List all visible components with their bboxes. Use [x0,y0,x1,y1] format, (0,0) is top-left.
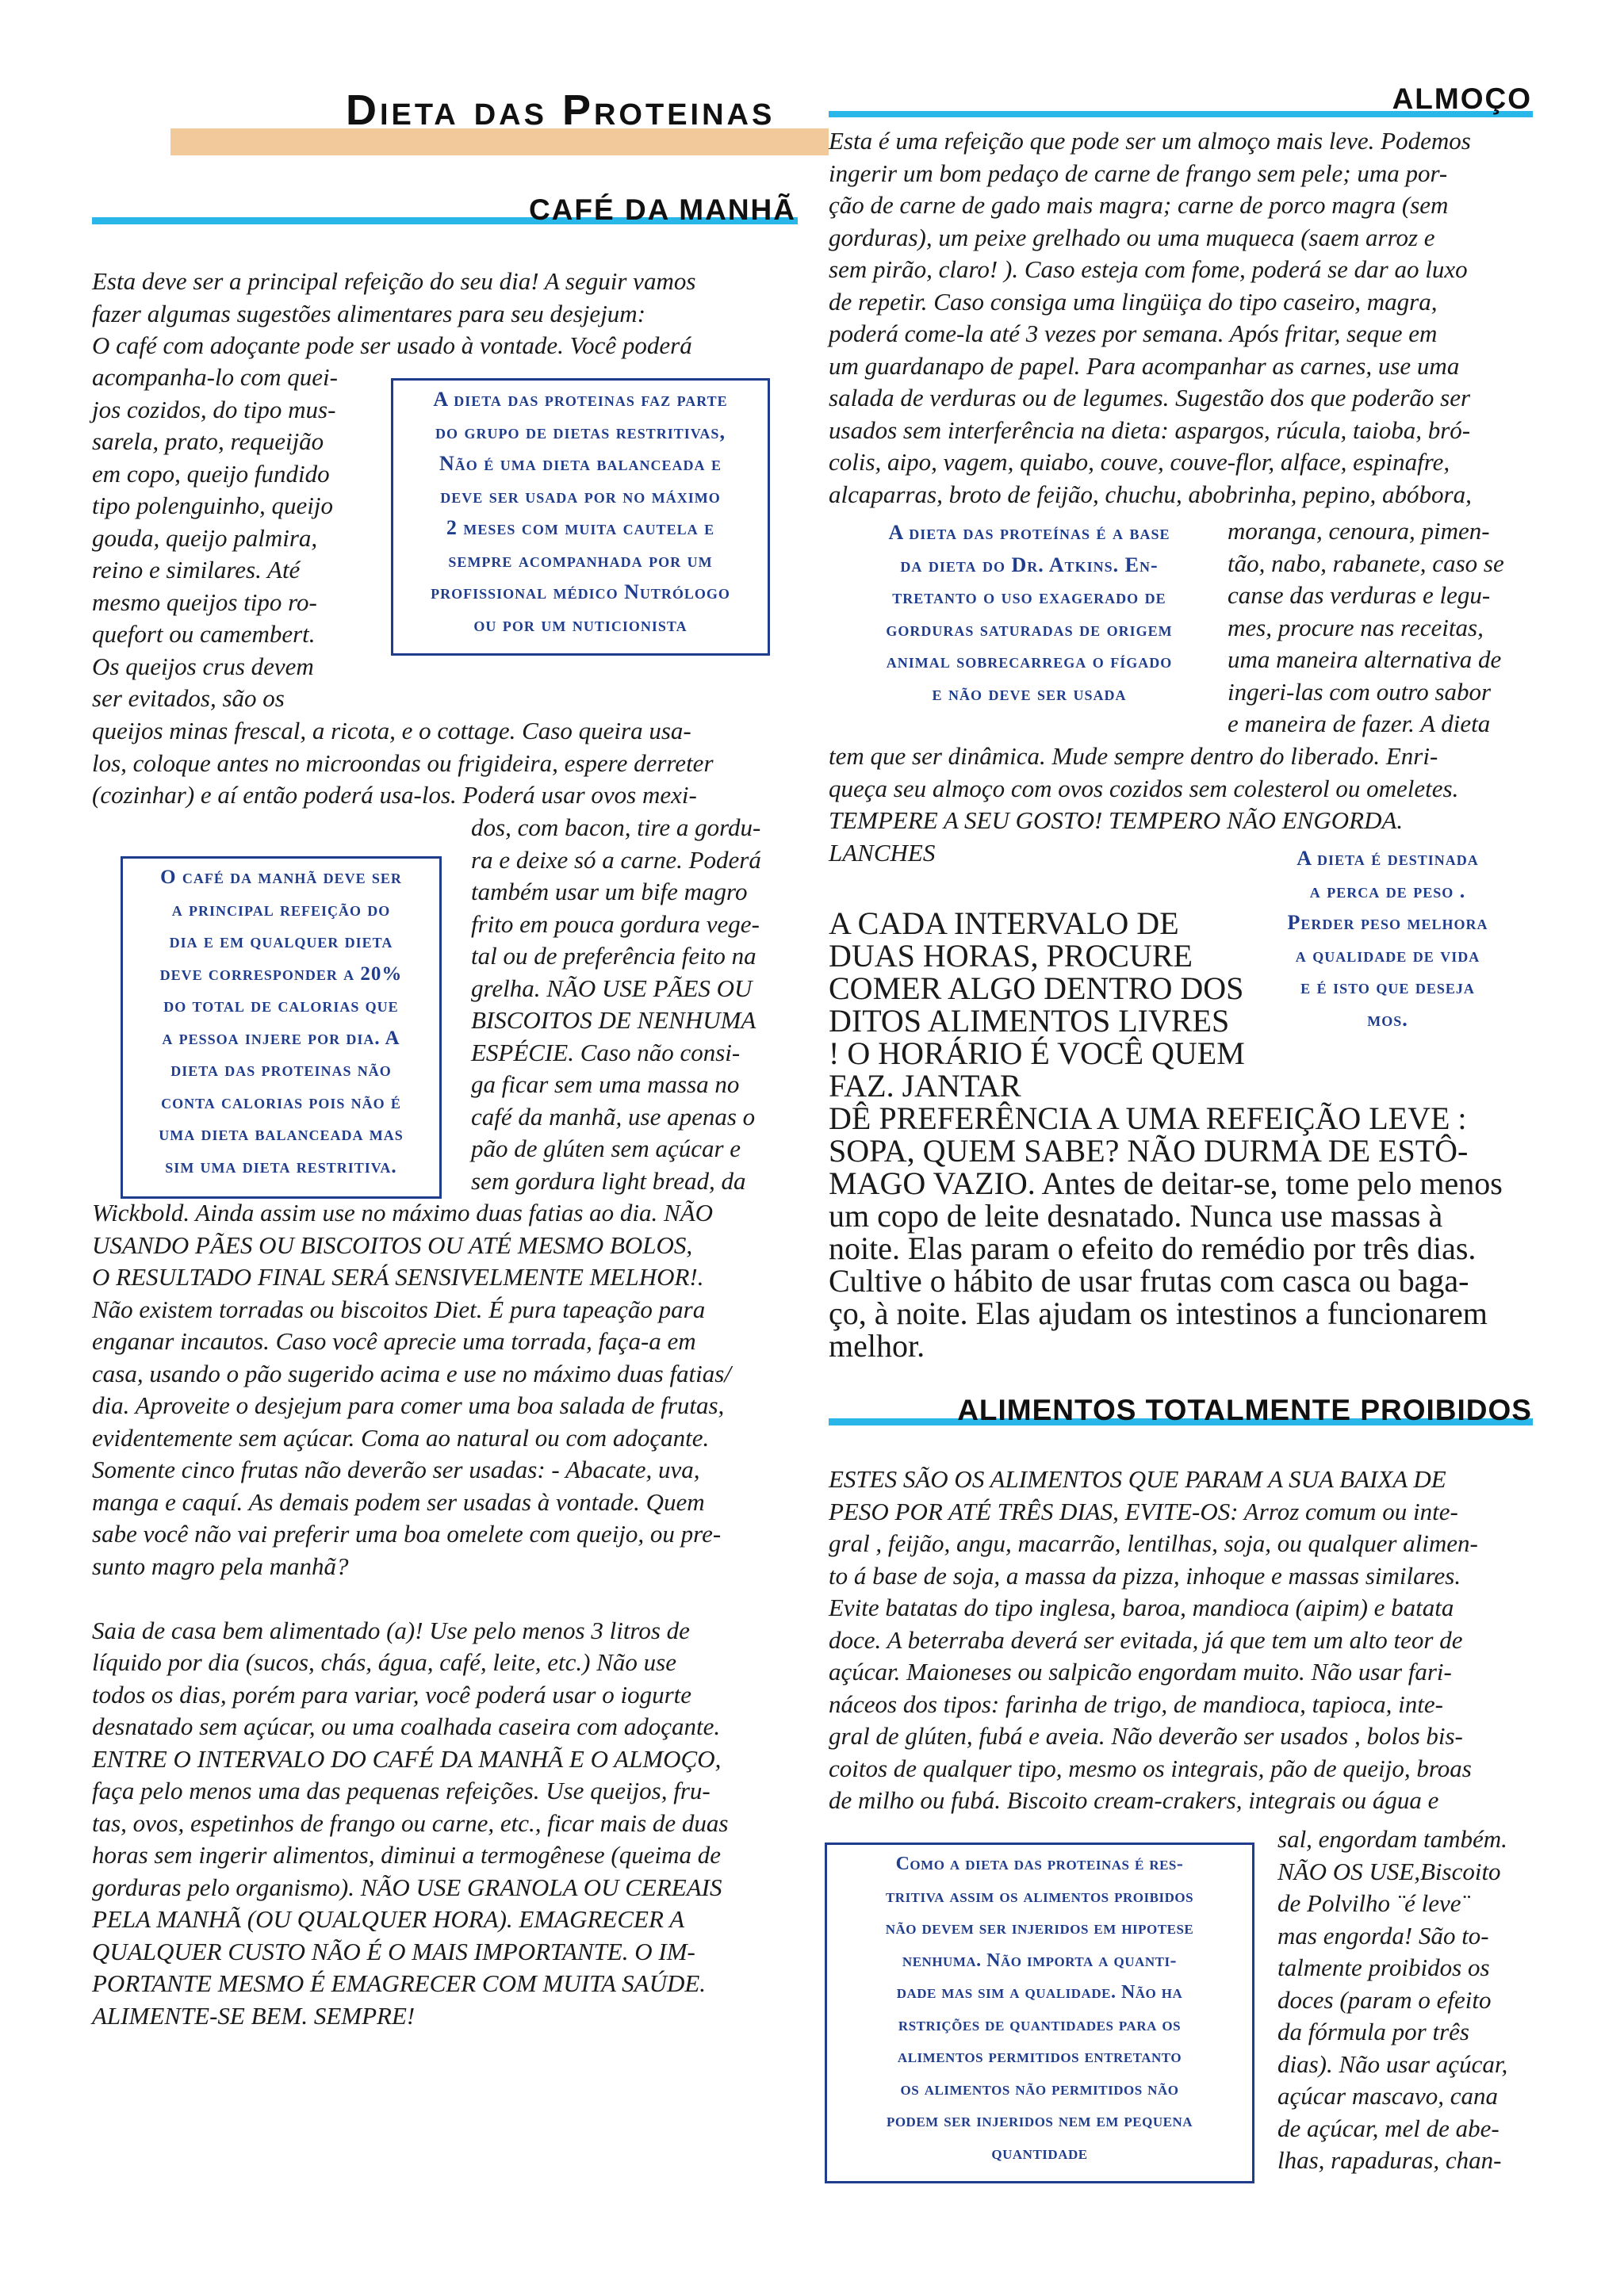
text-line: FAZ. JANTAR [829,1068,1021,1104]
info-box-cafe-calorias [121,856,442,1199]
text-line: reino e similares. Até [92,556,301,584]
cafe-full-end [92,1197,731,2032]
text-line: frito em pouca gordura vege- [471,909,760,938]
box-line: e é isto que deseja [1300,975,1475,998]
box-line: não devem ser injeridos em hipotese [885,1918,1194,1938]
box-line: a pessoa injere por dia. A [162,1027,400,1049]
text-line: sarela, prato, requeijão [92,427,324,455]
almoco-text [829,125,1472,511]
text-line: COMER ALGO DENTRO DOS [829,970,1244,1006]
text-line: evidentemente sem açúcar. Coma ao natural ou com adoçante. [92,1423,710,1452]
text-line: horas sem ingerir alimentos, diminui a termogênese (queima de [92,1841,721,1869]
box-line: 2 meses com muita cautela e [446,516,715,539]
box-line: O café da manhã deve ser [160,867,402,888]
info-atkins [831,517,1228,710]
text-line: faça pelo menos uma das pequenas refeições. Use queijos, fru- [92,1777,710,1804]
text-line: tão, nabo, rabanete, caso se [1228,549,1504,577]
text-line: manga e caquí. As demais podem ser usadas à vontade. Quem [92,1487,705,1516]
text-line: náceos dos tipos: farinha de trigo, de mandioca, tapioca, inte- [829,1689,1443,1718]
text-line: café da manhã, use apenas o [471,1102,756,1131]
text-line: PESO POR ATÉ TRÊS DIAS, EVITE-OS: Arroz comum ou inte- [829,1497,1458,1525]
text-line: dias). Não usar açúcar, [1277,2049,1508,2078]
text-line: DITOS ALIMENTOS LIVRES [829,1003,1230,1039]
text-line: gorduras), um peixe grelhado ou uma muqueca (saem arroz e [829,223,1435,251]
box-line: sim uma dieta restritiva. [165,1155,397,1177]
text-line: ESPÉCIE. Caso não consi- [471,1038,741,1066]
box-line: nenhuma. Não importa a quanti- [902,1950,1178,1971]
text-line: açúcar. Maioneses ou salpicão engordam muito. Não usar fari- [829,1658,1452,1686]
box-line: ou por um nuticionista [473,612,688,636]
text-line: usados sem interferência na dieta: aspargos, rúcula, taioba, bró- [829,415,1471,444]
text-line: ingerir um bom pedaço de carne de frango sem pele; uma por- [829,159,1448,187]
box-line: quantidade [991,2142,1088,2164]
text-line: dia. Aproveite o desjejum para comer uma boa salada de frutas, [92,1391,725,1419]
text-line: Wickbold. Ainda assim use no máximo duas fatias ao dia. NÃO [92,1199,714,1226]
text-line: grelha. NÃO USE PÃES OU [471,974,753,1002]
text-line: ser evitados, são os [92,684,285,712]
text-line: queça seu almoço com ovos cozidos sem colesterol ou omeletes. [829,774,1459,802]
box-line: podem ser injeridos nem em pequena [886,2110,1193,2131]
text-line: los, coloque antes no microondas ou frigideira, espere derreter [92,748,714,777]
box-line: A dieta é destinada [1297,847,1479,870]
proibidos-beside-box3 [1277,1823,1507,2177]
text-line: sunto magro pela manhã? [92,1552,349,1580]
text-line: de açúcar, mel de abe- [1277,2114,1500,2142]
text-line: colis, aipo, vagem, quiabo, couve, couve-flor, alface, espinafre, [829,448,1450,476]
box-line: do total de calorias que [163,995,399,1016]
text-line: Saia de casa bem alimentado (a)! Use pelo menos 3 litros de [92,1616,690,1644]
text-line: NÃO OS USE,Biscoito [1277,1857,1501,1885]
box-line: e não deve ser usada [932,681,1127,705]
text-line: Esta deve ser a principal refeição do seu dia! A seguir vamos [92,267,696,295]
box-line: a qualidade de vida [1295,943,1480,966]
section-heading-cafe: CAFÉ DA MANHÃ [528,193,796,226]
box-line: dia e em qualquer dieta [169,931,393,952]
text-line: da fórmula por três [1277,2018,1469,2045]
box-line: a perca de peso . [1309,878,1466,902]
text-line: quefort ou camembert. [92,620,316,648]
text-line: sem pirão, claro! ). Caso esteja com fome, poderá se dar ao luxo [829,255,1468,283]
text-line: tem que ser dinâmica. Mude sempre dentro do liberado. Enri- [829,742,1438,770]
text-line: ra e deixe só a carne. Poderá [471,845,761,874]
box-line: do grupo de dietas restritivas, [435,419,726,443]
text-line: to á base de soja, a massa da pizza, inhoque e massas similares. [829,1561,1461,1590]
box-line: alimentos permitidos entretanto [897,2046,1182,2067]
box-line: animal sobrecarrega o fígado [886,649,1173,672]
text-line [92,1582,731,1615]
text-line: PELA MANHÃ (OU QUALQUER HORA). EMAGRECER A [92,1905,685,1933]
text-line: USANDO PÃES OU BISCOITOS OU ATÉ MESMO BOLOS, [92,1230,693,1259]
text-line: um guardanapo de papel. Para acompanhar as carnes, use uma [829,351,1460,380]
text-line: canse das verduras e legu- [1228,581,1491,609]
text-line: gouda, queijo palmira, [92,523,318,552]
text-line: TEMPERE A SEU GOSTO! TEMPERO NÃO ENGORDA. [829,806,1404,834]
box-line: dade mas sim a qualidade. Não ha [896,1982,1183,2003]
page-title: Dieta das Proteinas [346,86,776,134]
box-line: rstrições de quantidades para os [898,2014,1182,2035]
text-line: gral de glúten, fubá e aveia. Não deverão ser usados , bolos bis- [829,1722,1463,1750]
cafe-beside-box2 [471,812,761,1197]
text-line: ALIMENTE-SE BEM. SEMPRE! [92,2001,416,2030]
almoco-beside-atkins [1228,515,1504,740]
text-line: lhas, rapaduras, chan- [1277,2146,1502,2174]
text-line: salada de verduras ou de legumes. Sugestão dos que poderão ser [829,384,1471,411]
section-heading-almoco: ALMOÇO [1392,82,1532,115]
text-line: talmente proibidos os [1277,1954,1490,1981]
jantar-text [829,1102,1503,1362]
cafe-intro [92,266,695,362]
box-line: A dieta das proteinas faz parte [433,388,728,411]
box-line: gorduras saturadas de origem [886,617,1173,641]
box-line: tretanto o uso exagerado de [892,585,1166,608]
text-line: Cultive o hábito de usar frutas com casca ou baga- [829,1263,1469,1299]
text-line: líquido por dia (sucos, chás, água, café, leite, etc.) Não use [92,1648,676,1676]
text-line: uma maneira alternativa de [1228,645,1502,673]
text-line: DUAS HORAS, PROCURE [829,938,1193,974]
section-heading-proibidos: ALIMENTOS TOTALMENTE PROIBIDOS [957,1394,1532,1426]
text-line: gorduras pelo organismo). NÃO USE GRANOLA OU CEREAIS [92,1873,722,1901]
text-line: Os queijos crus devem [92,652,314,680]
text-line: melhor. [829,1328,925,1364]
text-line: DÊ PREFERÊNCIA A UMA REFEIÇÃO LEVE : [829,1100,1467,1136]
lanches-text [829,907,1245,1102]
text-line: alcaparras, broto de feijão, chuchu, abobrinha, pepino, abóbora, [829,480,1472,508]
text-line: doces (param o efeito [1277,1985,1492,2014]
text-line: açúcar mascavo, cana [1277,2082,1499,2110]
box-line: da dieta do Dr. Atkins. En- [900,553,1159,576]
text-line: um copo de leite desnatado. Nunca use massas à [829,1198,1443,1234]
box-line: Não é uma dieta balanceada e [439,452,722,475]
text-line: ingeri-las com outro sabor [1228,677,1492,706]
text-line: ! O HORÁRIO É VOCÊ QUEM [829,1035,1245,1071]
text-line: de repetir. Caso consiga uma lingüiça do tipo caseiro, magra, [829,287,1438,316]
box-line: uma dieta balanceada mas [159,1123,404,1145]
text-line: tal ou de preferência feito na [471,942,756,970]
box-line: Perder peso melhora [1287,911,1488,934]
text-line: dos, com bacon, tire a gordu- [471,813,761,841]
text-line: sem gordura light bread, da [471,1166,746,1195]
box-line: sempre acompanhada por um [448,548,713,572]
text-line: (cozinhar) e aí então poderá usa-los. Poderá usar ovos mexi- [92,781,697,809]
text-line: MAGO VAZIO. Antes de deitar-se, tome pelo menos [829,1165,1503,1201]
text-line: Não existem torradas ou biscoitos Diet. É pura tapeação para [92,1295,706,1323]
text-line: Somente cinco frutas não deverão ser usadas: - Abacate, uva, [92,1456,700,1483]
box-line: os alimentos não permitidos não [900,2078,1179,2099]
text-line: casa, usando o pão sugerido acima e use no máximo duas fatias/ [92,1359,731,1387]
text-line: desnatado sem açúcar, ou uma coalhada caseira com adoçante. [92,1712,721,1740]
text-line: SOPA, QUEM SABE? NÃO DURMA DE ESTÔ- [829,1133,1469,1169]
text-line: sal, engordam também. [1277,1825,1507,1853]
text-line: Evite batatas do tipo inglesa, baroa, mandioca (aipim) e batata [829,1594,1454,1621]
text-line: coitos de qualquer tipo, mesmo os integrais, pão de queijo, broas [829,1754,1472,1782]
text-line: O café com adoçante pode ser usado à vontade. Você poderá [92,331,692,359]
box-line: A dieta das proteínas é a base [888,521,1170,544]
text-line: de milho ou fubá. Biscoito cream-crakers, integrais ou água e [829,1786,1439,1814]
text-line: queijos minas frescal, a ricota, e o cottage. Caso queira usa- [92,717,691,744]
text-line: tas, ovos, espetinhos de frango ou carne, etc., ficar mais de duas [92,1808,729,1837]
info-box-proibidos [825,1843,1254,2183]
box-line: dieta das proteinas não [170,1059,392,1081]
text-line: noite. Elas param o efeito do remédio por três dias. [829,1230,1477,1266]
text-line: também usar um bife magro [471,878,748,905]
text-line: ENTRE O INTERVALO DO CAFÉ DA MANHÃ E O ALMOÇO, [92,1744,722,1773]
text-line: ESTES SÃO OS ALIMENTOS QUE PARAM A SUA BAIXA DE [829,1465,1446,1493]
box-line: profissional médico Nutrólogo [431,580,730,603]
text-line: Esta é uma refeição que pode ser um almoço mais leve. Podemos [829,127,1471,155]
text-line: mesmo queijos tipo ro- [92,587,317,616]
box-line: Como a dieta das proteinas é res- [895,1854,1184,1874]
text-line: tipo polenguinho, queijo [92,492,333,519]
info-box-dieta-restritiva [391,378,770,656]
box-line: deve corresponder a 20% [159,962,403,985]
text-line: doce. A beterraba deverá ser evitada, já que tem um alto teor de [829,1625,1463,1654]
box-line: a principal refeição do [171,898,391,920]
box-line: deve ser usada por no máximo [440,484,721,507]
text-line: gral , feijão, angu, macarrão, lentilhas, soja, ou qualquer alimen- [829,1529,1478,1557]
text-line: todos os dias, porém para variar, você poderá usar o iogurte [92,1680,692,1709]
text-line: moranga, cenoura, pimen- [1228,517,1490,545]
box-line: conta calorias pois não é [161,1091,401,1113]
text-line: PORTANTE MESMO É EMAGRECER COM MUITA SAÚDE. [92,1969,707,1997]
text-line: A CADA INTERVALO DE [829,905,1179,941]
text-line: pão de glúten sem açúcar e [471,1135,741,1162]
cafe-full-mid [92,715,714,812]
text-line: LANCHES [829,838,936,867]
box-line: mos. [1367,1007,1408,1031]
text-line: fazer algumas sugestões alimentares para seu desjejum: [92,299,646,327]
text-line: sabe você não vai preferir uma boa omelete com queijo, ou pre- [92,1520,722,1548]
text-line: poderá come-la até 3 vezes por semana. Após fritar, seque em [829,320,1438,347]
cafe-beside-box1 [92,362,338,715]
info-perda-peso [1241,843,1534,1035]
text-line: BISCOITOS DE NENHUMA [471,1006,756,1034]
text-line: jos cozidos, do tipo mus- [92,395,336,423]
box-line: tritiva assim os alimentos proibidos [885,1885,1194,1907]
text-line: mes, procure nas receitas, [1228,613,1484,641]
text-line: ção de carne de gado mais magra; carne de porco magra (sem [829,191,1449,219]
text-line: QUALQUER CUSTO NÃO É O MAIS IMPORTANTE. O IM- [92,1937,695,1965]
text-line: acompanha-lo com quei- [92,363,338,391]
text-line: ga ficar sem uma massa no [471,1070,740,1098]
text-line: O RESULTADO FINAL SERÁ SENSIVELMENTE MELHOR!. [92,1263,704,1291]
text-line: enganar incautos. Caso você aprecie uma torrada, faça-a em [92,1327,696,1355]
text-line: ço, à noite. Elas ajudam os intestinos a funcionarem [829,1295,1488,1331]
text-line: de Polvilho ¨é leve¨ [1277,1889,1469,1917]
text-line: mas engorda! São to- [1277,1921,1489,1950]
text-line: e maneira de fazer. A dieta [1228,710,1491,737]
proibidos-text [829,1464,1478,1817]
text-line: em copo, queijo fundido [92,459,330,488]
